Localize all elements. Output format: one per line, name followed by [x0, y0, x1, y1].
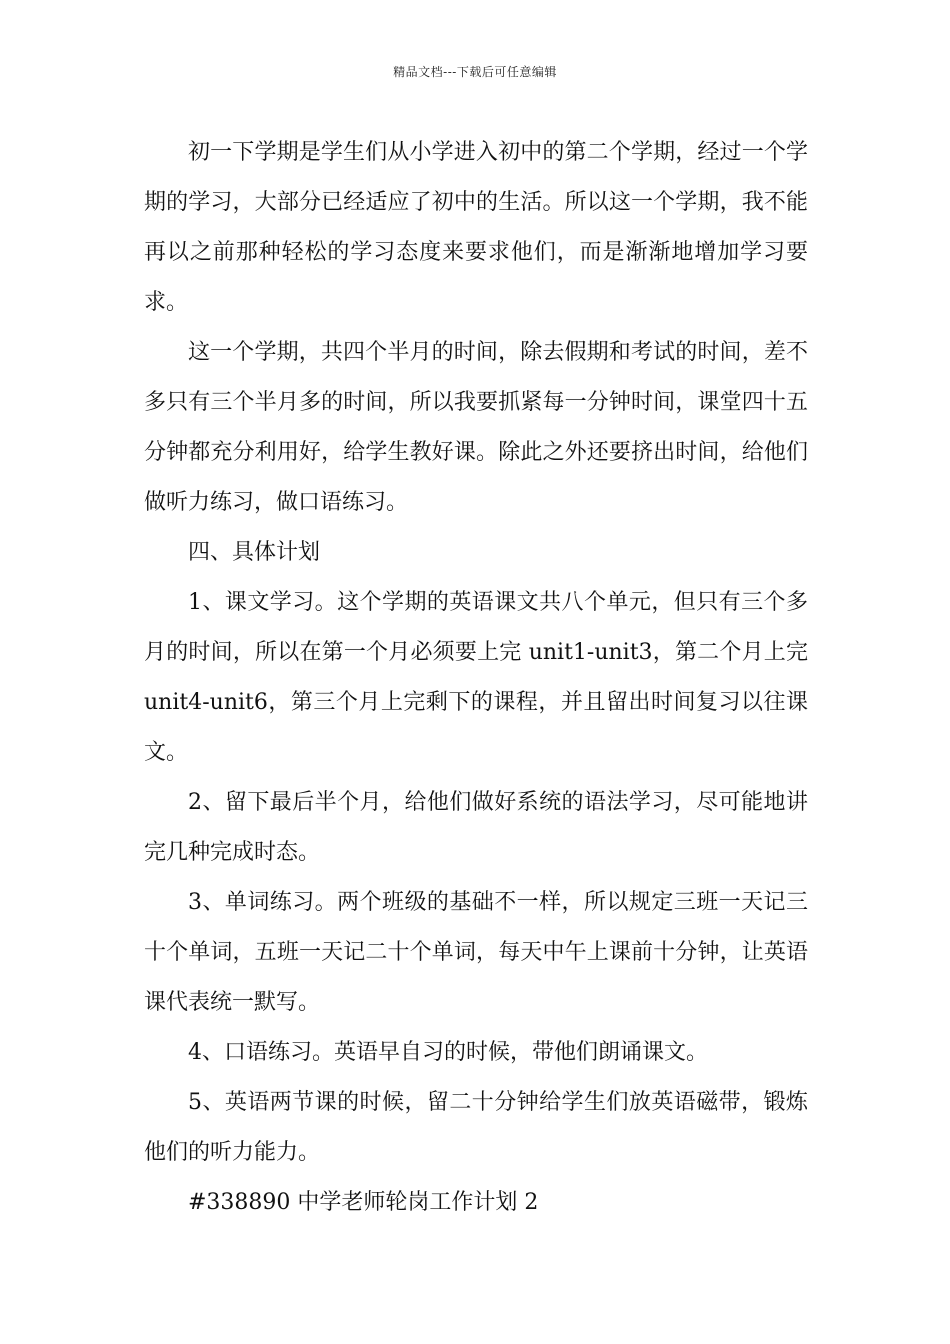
- plan-item-3: 3、单词练习。两个班级的基础不一样，所以规定三班一天记三十个单词，五班一天记二十个单词，每天中午上课前十分钟，让英语课代表统一默写。: [144, 890, 808, 1015]
- next-document-title: #338890 中学老师轮岗工作计划 2: [188, 1190, 539, 1215]
- document-body: [144, 128, 808, 1228]
- section-heading: 四、具体计划: [188, 540, 321, 565]
- page-header: 精品文档---下载后可任意编辑: [393, 65, 557, 79]
- paragraph-intro: 初一下学期是学生们从小学进入初中的第二个学期，经过一个学期的学习，大部分已经适应了初中的生活。所以这一个学期，我不能再以之前那种轻松的学习态度来要求他们，而是渐渐地增加学习要求。: [144, 140, 808, 315]
- paragraph-time: 这一个学期，共四个半月的时间，除去假期和考试的时间，差不多只有三个半月多的时间，所以我要抓紧每一分钟时间，课堂四十五分钟都充分利用好，给学生教好课。除此之外还要挤出时间，给他们做听力练习，做口语练习。: [144, 340, 808, 515]
- plan-item-2: 2、留下最后半个月，给他们做好系统的语法学习，尽可能地讲完几种完成时态。: [144, 790, 808, 865]
- plan-item-1: 1、课文学习。这个学期的英语课文共八个单元，但只有三个多月的时间，所以在第一个月必须要上完 unit1-unit3，第二个月上完 unit4-unit6，第三个月上完剩下的课程，并且留出时间复习以往课文。: [144, 590, 808, 765]
- plan-item-5: 5、英语两节课的时候，留二十分钟给学生们放英语磁带，锻炼他们的听力能力。: [144, 1090, 808, 1165]
- plan-item-4: 4、口语练习。英语早自习的时候，带他们朗诵课文。: [188, 1040, 708, 1065]
